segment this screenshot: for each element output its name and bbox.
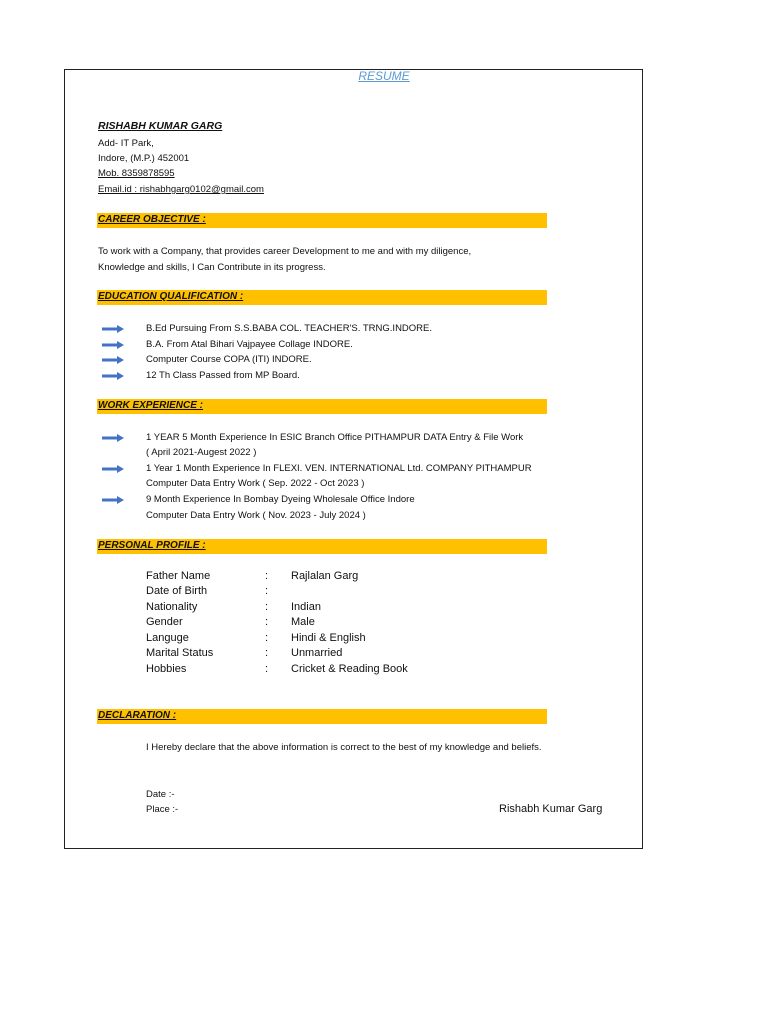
- profile-label-marital-status: Marital Status: [146, 647, 214, 659]
- education-heading: EDUCATION QUALIFICATION :: [98, 291, 244, 302]
- profile-value-language: Hindi & English: [291, 632, 366, 644]
- career-objective-line-2: Knowledge and skills, I Can Contribute in its progress.: [98, 262, 326, 273]
- profile-value-marital-status: Unmarried: [291, 647, 343, 659]
- right-arrow-icon: [102, 341, 124, 349]
- address-line-2: Indore, (M.P.) 452001: [98, 153, 190, 164]
- resume-title: RESUME: [358, 69, 410, 83]
- profile-value-hobbies: Cricket & Reading Book: [291, 663, 408, 675]
- right-arrow-icon: [102, 372, 124, 380]
- profile-separator: :: [265, 601, 269, 613]
- work-item-3-line-2: Computer Data Entry Work ( Nov. 2023 - July 2024 ): [146, 510, 366, 521]
- address-line-1: Add- IT Park,: [98, 138, 154, 149]
- place-label: Place :-: [146, 804, 179, 815]
- profile-separator: :: [265, 585, 269, 597]
- profile-label-nationality: Nationality: [146, 601, 198, 613]
- right-arrow-icon: [102, 434, 124, 442]
- work-experience-heading: WORK EXPERIENCE :: [98, 400, 204, 411]
- work-experience-heading-bar: [97, 399, 547, 414]
- profile-separator: :: [265, 616, 269, 628]
- work-item-1-line-2: ( April 2021-Augest 2022 ): [146, 447, 257, 458]
- email-address: Email.id : rishabhgarg0102@gmail.com: [98, 184, 264, 195]
- declaration-text: I Hereby declare that the above information is correct to the best of my knowledge and beliefs.: [146, 742, 542, 753]
- right-arrow-icon: [102, 465, 124, 473]
- personal-profile-heading-bar: [97, 539, 547, 554]
- work-item-2-line-2: Computer Data Entry Work ( Sep. 2022 - Oct 2023 ): [146, 478, 365, 489]
- work-item-2-line-1: 1 Year 1 Month Experience In FLEXI. VEN. INTERNATIONAL Ltd. COMPANY PITHAMPUR: [146, 463, 532, 474]
- personal-profile-heading: PERSONAL PROFILE :: [98, 540, 206, 551]
- profile-value-father-name: Rajlalan Garg: [291, 570, 359, 582]
- profile-label-gender: Gender: [146, 616, 183, 628]
- education-item-2: B.A. From Atal Bihari Vajpayee Collage INDORE.: [146, 339, 353, 350]
- profile-value-nationality: Indian: [291, 601, 321, 613]
- declaration-heading: DECLARATION :: [98, 710, 177, 721]
- career-objective-heading: CAREER OBJECTIVE :: [98, 214, 206, 225]
- declaration-heading-bar: [97, 709, 547, 724]
- profile-label-hobbies: Hobbies: [146, 663, 187, 675]
- education-item-3: Computer Course COPA (ITI) INDORE.: [146, 354, 312, 365]
- education-heading-bar: [97, 290, 547, 305]
- work-item-1-line-1: 1 YEAR 5 Month Experience In ESIC Branch Office PITHAMPUR DATA Entry & File Work: [146, 432, 524, 443]
- right-arrow-icon: [102, 325, 124, 333]
- date-label: Date :-: [146, 789, 175, 800]
- career-objective-line-1: To work with a Company, that provides career Development to me and with my diligence,: [98, 246, 472, 257]
- mobile-number: Mob. 8359878595: [98, 168, 175, 179]
- profile-separator: :: [265, 570, 269, 582]
- profile-value-gender: Male: [291, 616, 315, 628]
- education-item-4: 12 Th Class Passed from MP Board.: [146, 370, 300, 381]
- signature-name: Rishabh Kumar Garg: [499, 803, 603, 815]
- education-item-1: B.Ed Pursuing From S.S.BABA COL. TEACHER'S. TRNG.INDORE.: [146, 323, 433, 334]
- profile-label-father-name: Father Name: [146, 570, 211, 582]
- right-arrow-icon: [102, 496, 124, 504]
- profile-label-language: Languge: [146, 632, 189, 644]
- profile-separator: :: [265, 647, 269, 659]
- career-objective-heading-bar: [97, 213, 547, 228]
- profile-label-date-of-birth: Date of Birth: [146, 585, 208, 597]
- profile-separator: :: [265, 632, 269, 644]
- right-arrow-icon: [102, 356, 124, 364]
- work-item-3-line-1: 9 Month Experience In Bombay Dyeing Wholesale Office Indore: [146, 494, 415, 505]
- candidate-name: RISHABH KUMAR GARG: [98, 120, 223, 132]
- profile-separator: :: [265, 663, 269, 675]
